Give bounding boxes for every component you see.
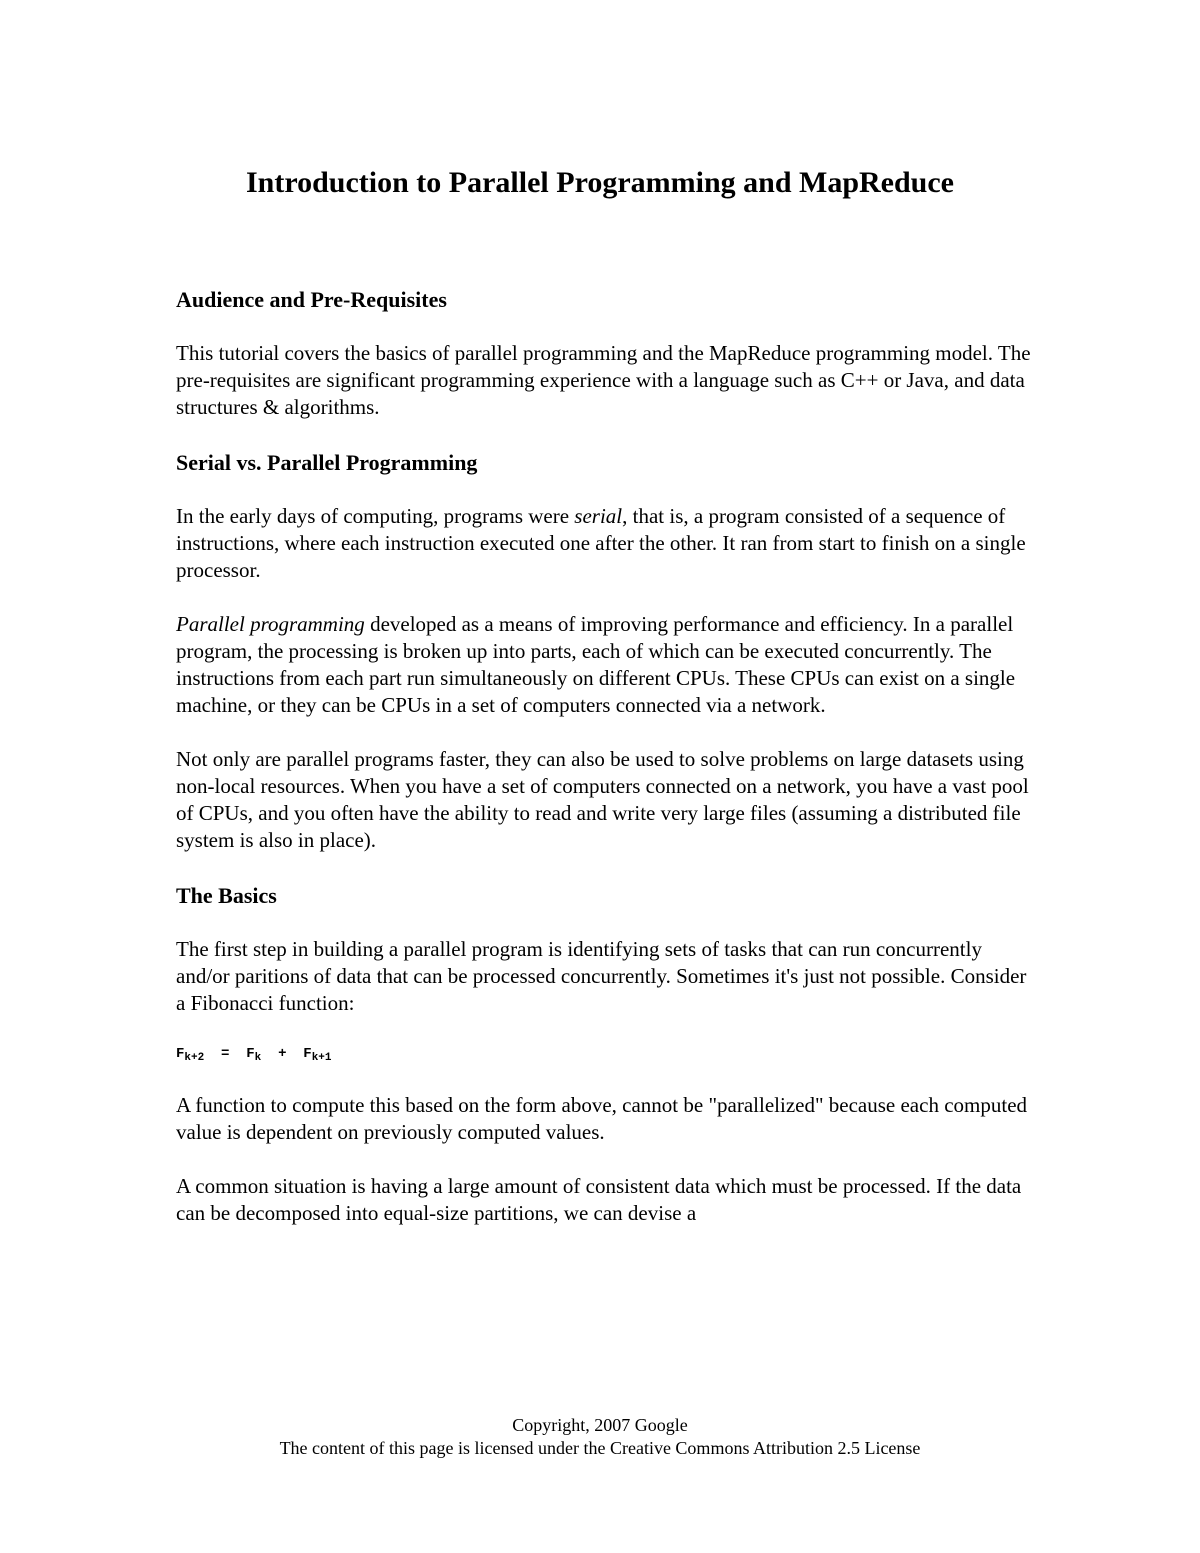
emphasis-parallel-programming: Parallel programming [176,612,365,636]
formula-term-2: $F_{k+1}$ [303,1046,332,1064]
section-serial-vs-parallel [176,448,1036,854]
copyright-notice: Copyright, 2007 Google [512,1415,688,1435]
paragraph: A function to compute this based on the form above, cannot be "parallelized" because each computed value is dependent on previously computed values. [176,1093,1028,1144]
section-heading: Audience and Pre-Requisites [176,287,447,312]
text-run: In the early days of computing, programs were [176,504,575,528]
emphasis-serial: serial [574,504,623,528]
page-footer [0,1414,1200,1460]
fibonacci-formula [176,1044,1036,1068]
formula-equals: = [221,1046,230,1062]
formula-term-1: $F_k$ [246,1046,262,1064]
section-heading: The Basics [176,883,277,908]
paragraph: This tutorial covers the basics of parallel programming and the MapReduce programming model. The pre-requisites are significant programming experience with a language such as C++ or Java, and data structures & algorithms. [176,341,1031,419]
section-heading: Serial vs. Parallel Programming [176,450,478,475]
text-run: developed as a means of improving performance and efficiency. In a parallel program, the processing is broken up into parts, each of which can be executed concurrently. The instructions from each part run simultaneously on different CPUs. These CPUs can exist on a single machine, or they can be CPUs in a set of computers connected via a network. [176,612,1016,717]
paragraph: The first step in building a parallel program is identifying sets of tasks that can run concurrently and/or paritions of data that can be processed concurrently. Sometimes it's just not possible. Consider a Fibonacci function: [176,937,1027,1015]
formula-lhs: $F_{k+2}$ [176,1046,205,1064]
license-notice: The content of this page is licensed under the Creative Commons Attribution 2.5 License [279,1438,921,1458]
section-the-basics [176,881,1036,1227]
paragraph: A common situation is having a large amount of consistent data which must be processed. If the data can be decomposed into equal-size partitions, we can devise a [176,1174,1022,1225]
paragraph: Not only are parallel programs faster, they can also be used to solve problems on large datasets using non-local resources. When you have a set of computers connected on a network, you have a vast pool of CPUs, and you often have the ability to read and write very large files (assuming a distributed file system is also in place). [176,747,1029,852]
formula-plus: + [278,1046,287,1062]
section-audience [176,285,1036,421]
document-body [176,285,1036,1227]
document-title: Introduction to Parallel Programming and MapReduce [245,166,955,199]
text-run: , that is, a program consisted of a sequence of instructions, where each instruction executed one after the other. It ran from start to finish on a single processor. [176,504,1026,582]
paragraph [176,611,1036,719]
paragraph [176,503,1036,584]
